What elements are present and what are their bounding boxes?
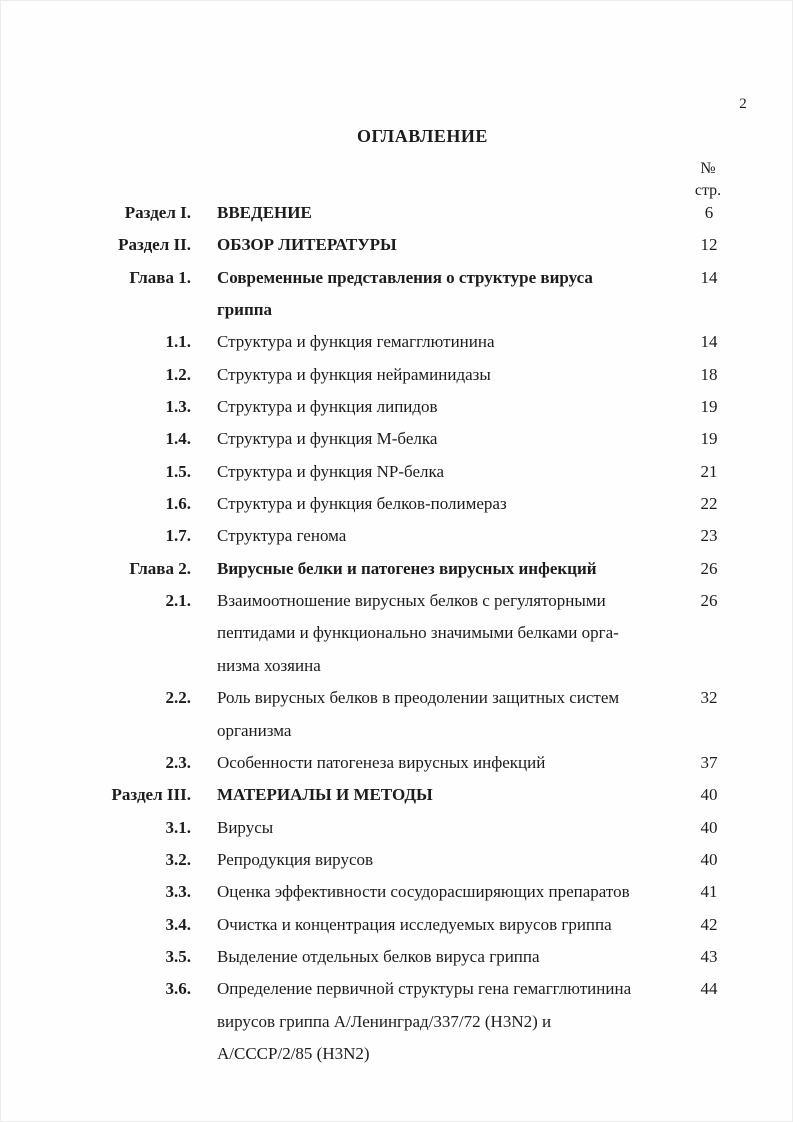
toc-entry-title xyxy=(217,876,677,908)
toc-entry-label: 2.3. xyxy=(165,752,191,772)
toc-entry-label: 3.4. xyxy=(165,914,191,934)
toc-title-line: Структура и функция NP-белка xyxy=(217,461,445,481)
toc-entry-label: Раздел I. xyxy=(124,203,191,222)
toc-entry-page: 14 xyxy=(700,332,718,352)
toc-entry-page: 42 xyxy=(700,914,718,934)
toc-title-line: Структура и функция белков-полимераз xyxy=(217,494,507,514)
toc-entry-page: 37 xyxy=(700,752,718,772)
toc-entry-page: 22 xyxy=(700,494,718,514)
toc-entry xyxy=(79,229,739,261)
column-header-str: стр. xyxy=(694,182,722,199)
toc-entry xyxy=(79,488,739,520)
toc-entry-label: 1.3. xyxy=(165,397,191,417)
toc-entry xyxy=(79,909,739,941)
toc-entry-title xyxy=(217,682,677,747)
page-column-header xyxy=(677,158,739,202)
toc-title-line: ОБЗОР ЛИТЕРАТУРЫ xyxy=(217,235,397,255)
toc-entry-title xyxy=(217,779,677,811)
toc-entry xyxy=(79,553,739,585)
toc-entry-label: 3.2. xyxy=(165,849,191,869)
toc-title-line: Роль вирусных белков в преодолении защитных систем xyxy=(217,688,620,708)
toc-title-line: Репродукция вирусов xyxy=(217,849,374,869)
toc-entry-page: 26 xyxy=(700,591,718,611)
toc-entry xyxy=(79,456,739,488)
toc-entry-page: 14 xyxy=(700,267,718,287)
toc-title-line: А/СССР/2/85 (H3N2) xyxy=(217,1043,370,1063)
toc-entry-title xyxy=(217,488,677,520)
page-title: ОГЛАВЛЕНИЕ xyxy=(357,126,488,146)
toc-title-line: пептидами и функционально значимыми белками орга- xyxy=(217,623,619,643)
toc-entry xyxy=(79,941,739,973)
toc-entry-title xyxy=(217,456,677,488)
toc-entry-label: 2.2. xyxy=(165,688,191,708)
toc-entry-page: 19 xyxy=(700,397,718,417)
column-header-no: № xyxy=(700,160,716,177)
toc-title-line: Структура и функция нейраминидазы xyxy=(217,364,491,384)
toc-entry-label: 3.3. xyxy=(165,882,191,902)
toc-title-line: Современные представления о структуре вируса xyxy=(217,267,593,287)
toc-entry xyxy=(79,682,739,747)
toc-entry-title xyxy=(217,326,677,358)
toc-entry-page: 21 xyxy=(700,461,718,481)
toc-entry-label: 1.4. xyxy=(165,429,191,449)
toc-entry-title xyxy=(217,197,677,229)
toc-entry-page: 23 xyxy=(700,526,718,546)
toc-entry xyxy=(79,779,739,811)
toc-entry xyxy=(79,973,739,1070)
toc-entry xyxy=(79,585,739,682)
toc-entry-title xyxy=(217,844,677,876)
toc-title-line: организма xyxy=(217,720,292,740)
toc-entry-page: 40 xyxy=(700,849,718,869)
toc-entry-title xyxy=(217,520,677,552)
toc-title-line: Вирусы xyxy=(217,817,274,837)
toc-entry-title xyxy=(217,553,677,585)
toc-entry-label: Глава 2. xyxy=(129,558,191,578)
toc-entry-title xyxy=(217,909,677,941)
toc-title-line: МАТЕРИАЛЫ И МЕТОДЫ xyxy=(217,785,433,805)
toc-entry-page: 6 xyxy=(704,203,714,222)
page-number: 2 xyxy=(739,96,747,112)
toc-entry-page: 43 xyxy=(700,946,718,966)
toc-entry xyxy=(79,359,739,391)
toc-entry-label: 3.5. xyxy=(165,946,191,966)
table-of-contents xyxy=(79,197,739,1070)
toc-entry-label: 1.6. xyxy=(165,494,191,514)
toc-title-line: Выделение отдельных белков вируса гриппа xyxy=(217,946,540,966)
toc-entry-page: 18 xyxy=(700,364,718,384)
toc-entry xyxy=(79,262,739,327)
toc-title-line: низма хозяина xyxy=(217,655,321,675)
toc-entry xyxy=(79,197,739,229)
toc-entry-label: 1.5. xyxy=(165,461,191,481)
toc-entry-label: 1.1. xyxy=(165,332,191,352)
toc-entry xyxy=(79,844,739,876)
toc-entry-title xyxy=(217,359,677,391)
toc-entry-page: 41 xyxy=(700,882,718,902)
toc-entry-title xyxy=(217,941,677,973)
toc-entry xyxy=(79,520,739,552)
toc-entry xyxy=(79,812,739,844)
toc-title-line: Определение первичной структуры гена гемагглютинина xyxy=(217,979,632,999)
toc-title-line: Оценка эффективности сосудорасширяющих препаратов xyxy=(217,882,630,902)
toc-entry-title xyxy=(217,262,677,327)
toc-entry xyxy=(79,876,739,908)
toc-title-line: Структура и функция гемагглютинина xyxy=(217,332,495,352)
toc-title-line: Структура и функция М-белка xyxy=(217,429,438,449)
toc-entry-page: 19 xyxy=(700,429,718,449)
toc-entry-title xyxy=(217,973,677,1070)
toc-entry-title xyxy=(217,812,677,844)
toc-entry-page: 40 xyxy=(700,817,718,837)
toc-entry xyxy=(79,423,739,455)
toc-entry-label: Раздел III. xyxy=(111,785,191,805)
toc-entry-label: 3.6. xyxy=(165,979,191,999)
toc-title-line: Особенности патогенеза вирусных инфекций xyxy=(217,752,546,772)
toc-entry-label: Глава 1. xyxy=(129,267,191,287)
toc-entry xyxy=(79,326,739,358)
toc-entry-label: 2.1. xyxy=(165,591,191,611)
toc-entry-label: 1.2. xyxy=(165,364,191,384)
toc-title-line: Очистка и концентрация исследуемых вирусов гриппа xyxy=(217,914,612,934)
toc-title-line: ВВЕДЕНИЕ xyxy=(217,203,312,222)
toc-entry-label: Раздел II. xyxy=(118,235,191,255)
toc-entry-label: 1.7. xyxy=(165,526,191,546)
toc-entry-title xyxy=(217,423,677,455)
toc-title-line: гриппа xyxy=(217,300,273,320)
toc-title-line: Структура генома xyxy=(217,526,347,546)
toc-entry-page: 44 xyxy=(700,979,718,999)
toc-entry xyxy=(79,747,739,779)
toc-title-line: Взаимоотношение вирусных белков с регуляторными xyxy=(217,591,606,611)
toc-entry-page: 12 xyxy=(700,235,718,255)
toc-entry-page: 40 xyxy=(700,785,718,805)
toc-entry-label: 3.1. xyxy=(165,817,191,837)
toc-title-line: вирусов гриппа А/Ленинград/337/72 (H3N2) и xyxy=(217,1011,552,1031)
toc-entry-title xyxy=(217,585,677,682)
toc-title-line: Структура и функция липидов xyxy=(217,397,438,417)
toc-entry-title xyxy=(217,747,677,779)
toc-entry-page: 26 xyxy=(700,558,718,578)
toc-entry-title xyxy=(217,391,677,423)
toc-entry xyxy=(79,391,739,423)
toc-entry-page: 32 xyxy=(700,688,718,708)
toc-title-line: Вирусные белки и патогенез вирусных инфекций xyxy=(217,558,597,578)
toc-entry-title xyxy=(217,229,677,261)
